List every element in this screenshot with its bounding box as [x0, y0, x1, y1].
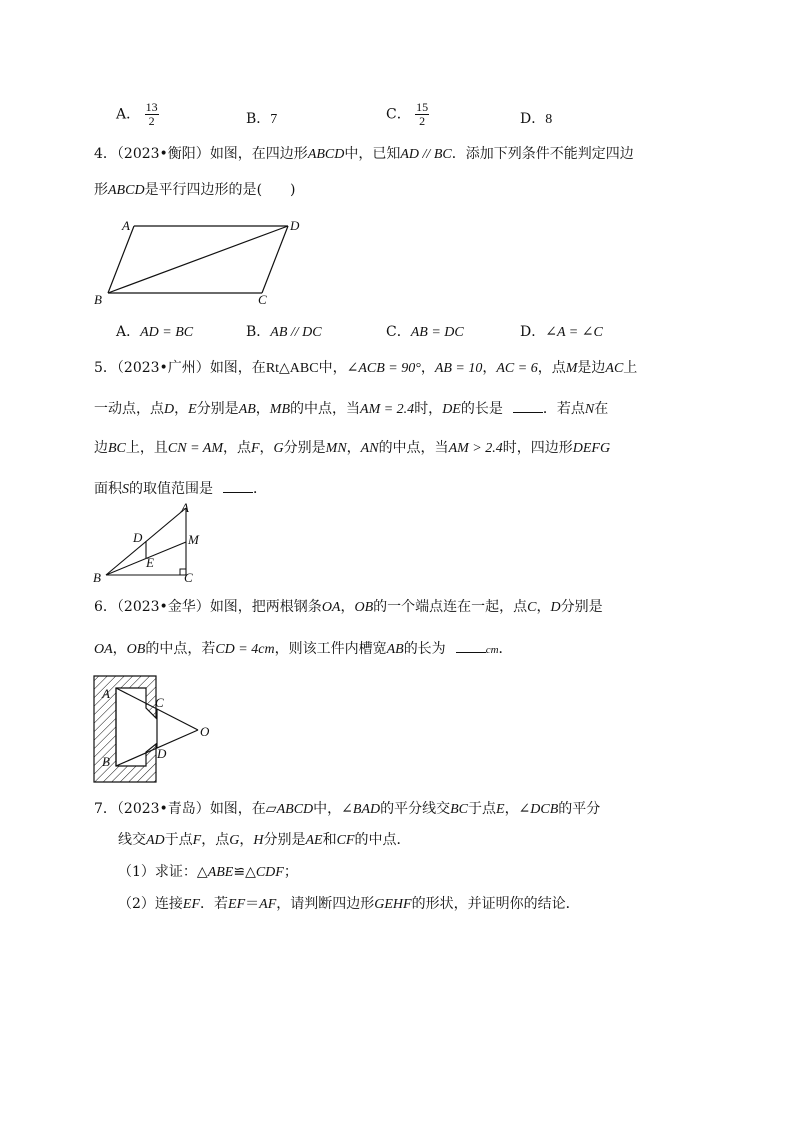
vertex-label-b: B	[93, 570, 101, 585]
q7-line-1: 7．（2023•青岛）如图，在▱ABCD中，∠BAD的平分线交BC于点E，∠DCB的平分	[94, 801, 601, 817]
q6-workpiece-figure	[92, 674, 222, 786]
q4-option-d: D．∠A = ∠C	[520, 324, 603, 340]
q4-line-1: 4．（2023•衡阳）如图，在四边形ABCD中，已知AD // BC．添加下列条件不能判定四边	[94, 146, 634, 162]
vertex-label-c: C	[184, 570, 193, 585]
q3-option-d: D．8	[520, 111, 553, 127]
vertex-label-b: B	[94, 292, 102, 307]
q4-option-a: A．AD = BC	[116, 324, 194, 340]
q7-subquestion-2: （2）连接EF．若EF＝AF，请判断四边形GEHF的形状，并证明你的结论．	[118, 896, 580, 912]
answer-paren: ( )	[256, 182, 296, 198]
diagonal-bd	[108, 226, 288, 293]
vertex-label-d: D	[157, 746, 167, 761]
fraction: $\frac{15}{2}$	[416, 100, 429, 128]
question-number: 4．	[94, 146, 117, 162]
vertex-label-a: A	[102, 686, 110, 701]
q7-subquestion-1: （1）求证：△ABE≌△CDF；	[118, 864, 298, 880]
segment-cd	[262, 226, 288, 293]
q7-line-2: 线交AD于点F，点G，H分别是AE和CF的中点．	[118, 832, 411, 848]
vertex-label-c: C	[258, 292, 267, 307]
q5-triangle-figure	[90, 498, 220, 588]
q3-option-c: C． $\frac{15}{2}$	[386, 100, 429, 128]
q5-line-3: 边BC上，且CN = AM，点F，G分别是MN，AN的中点，当AM > 2.4时，四边形DEFG	[94, 440, 611, 456]
fraction: $\frac{13}{2}$	[145, 100, 158, 128]
question-number: 7．	[94, 801, 117, 817]
q5-line-1: 5．（2023•广州）如图，在Rt△ABC中，∠ACB = 90°，AB = 10，AC = 6，点M是边AC上	[94, 360, 638, 376]
q4-line-2: 形ABCD是平行四边形的是( )	[94, 182, 296, 198]
answer-blank[interactable]	[513, 398, 543, 413]
question-number: 5．	[94, 360, 117, 376]
q6-line-1: 6．（2023•金华）如图，把两根钢条OA，OB的一个端点连在一起，点C，D分别是	[94, 599, 603, 615]
q4-option-b: B．AB // DC	[246, 324, 322, 340]
q6-line-2: OA，OB的中点，若CD = 4cm，则该工件内槽宽AB的长为 cm．	[94, 638, 513, 660]
vertex-label-e: E	[146, 555, 154, 570]
answer-blank[interactable]	[223, 478, 253, 493]
vertex-label-d: D	[133, 530, 143, 545]
vertex-label-b: B	[102, 754, 110, 769]
question-source: （2023•广州）	[116, 360, 210, 376]
q3-option-b: B．7	[246, 111, 278, 127]
vertex-label-m: M	[188, 532, 199, 547]
q5-line-4: 面积S的取值范围是 ．	[94, 478, 267, 500]
segment-ab	[108, 226, 134, 293]
vertex-label-c: C	[155, 695, 164, 710]
vertex-label-a: A	[122, 218, 130, 233]
vertex-label-o: O	[200, 724, 210, 739]
answer-blank[interactable]	[456, 638, 486, 653]
question-source: （2023•衡阳）	[116, 146, 210, 162]
q4-option-c: C．AB = DC	[386, 324, 464, 340]
option-label: A．	[116, 106, 141, 123]
vertex-label-d: D	[290, 218, 300, 233]
q5-line-2: 一动点，点D，E分别是AB，MB的中点，当AM = 2.4时，DE的长是 ．若点N在	[94, 398, 608, 420]
question-number: 6．	[94, 599, 117, 615]
question-source: （2023•青岛）	[116, 801, 210, 817]
question-source: （2023•金华）	[116, 599, 210, 615]
vertex-label-a: A	[181, 500, 189, 515]
q3-option-a	[116, 101, 159, 128]
q4-parallelogram-figure	[90, 212, 310, 312]
